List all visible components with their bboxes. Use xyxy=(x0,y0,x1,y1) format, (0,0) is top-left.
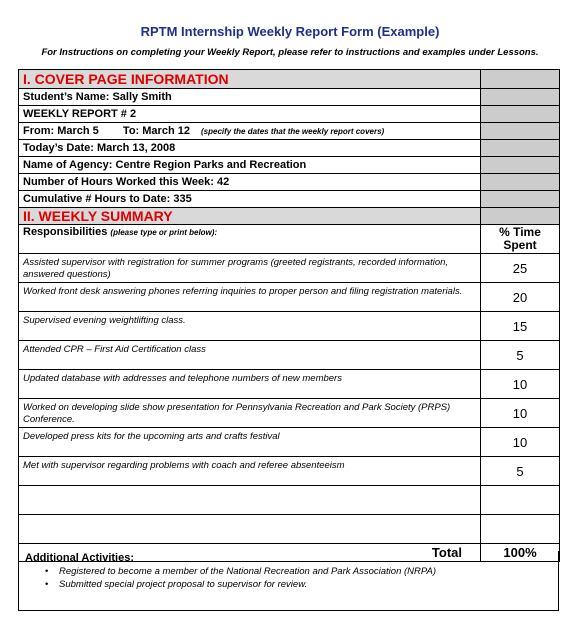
pct-value: 10 xyxy=(481,428,560,457)
cumulative-hours-field: Cumulative # Hours to Date: 335 xyxy=(19,191,481,208)
additional-activities-box xyxy=(18,551,559,611)
cover-section-heading: I. COVER PAGE INFORMATION xyxy=(19,70,481,89)
form-title: RPTM Internship Weekly Report Form (Example) xyxy=(140,24,440,39)
responsibility-item: Met with supervisor regarding problems with coach and referee absenteeism xyxy=(19,457,481,486)
responsibility-item: Worked on developing slide show presentation for Pennsylvania Recreation and Park Society (PRPS) Conference. xyxy=(19,399,481,428)
responsibility-item: Updated database with addresses and telephone numbers of new members xyxy=(19,370,481,399)
activity-text: Registered to become a member of the National Recreation and Park Association (NRPA) xyxy=(59,566,437,577)
weekly-report-number: WEEKLY REPORT # 2 xyxy=(19,106,481,123)
summary-heading-shaded-cell xyxy=(481,208,560,225)
bullet-icon: • xyxy=(45,566,49,577)
todays-date-field: Today’s Date: March 13, 2008 xyxy=(19,140,481,157)
pct-time-header: % Time Spent xyxy=(481,225,560,254)
empty-responsibility-row xyxy=(19,486,481,515)
pct-value: 5 xyxy=(481,457,560,486)
dates-note: (specify the dates that the weekly report covers) xyxy=(201,127,385,136)
responsibilities-label: Responsibilities xyxy=(23,226,108,238)
total-label: Total xyxy=(19,544,481,562)
responsibilities-header xyxy=(19,225,481,254)
hours-week-field: Number of Hours Worked this Week: 42 xyxy=(19,174,481,191)
list-item xyxy=(45,565,436,578)
additional-activities-label: Additional Activities: xyxy=(25,552,134,564)
total-value: 100% xyxy=(481,544,560,562)
pct-value: 5 xyxy=(481,341,560,370)
shaded-cell xyxy=(481,157,560,174)
pct-value: 25 xyxy=(481,254,560,283)
shaded-cell xyxy=(481,106,560,123)
report-form-table xyxy=(18,69,560,562)
responsibility-item: Supervised evening weightlifting class. xyxy=(19,312,481,341)
report-dates-row xyxy=(19,123,481,140)
bullet-icon: • xyxy=(45,579,49,590)
responsibility-item: Worked front desk answering phones referring inquiries to proper person and filing registration materials. xyxy=(19,283,481,312)
responsibility-item: Attended CPR – First Aid Certification class xyxy=(19,341,481,370)
to-date: To: March 12 xyxy=(122,125,190,137)
shaded-cell xyxy=(481,140,560,157)
pct-value: 10 xyxy=(481,399,560,428)
from-date: From: March 5 xyxy=(23,125,99,137)
shaded-cell xyxy=(481,123,560,140)
pct-value: 10 xyxy=(481,370,560,399)
shaded-cell xyxy=(481,191,560,208)
empty-pct-cell xyxy=(481,515,560,544)
summary-section-heading: II. WEEKLY SUMMARY xyxy=(19,208,481,225)
shaded-cell xyxy=(481,174,560,191)
cover-heading-shaded-cell xyxy=(481,70,560,89)
pct-value: 15 xyxy=(481,312,560,341)
responsibility-item: Developed press kits for the upcoming arts and crafts festival xyxy=(19,428,481,457)
instructions-text: For Instructions on completing your Weekly Report, please refer to instructions and examples under Lessons. xyxy=(41,47,539,58)
additional-activities-list xyxy=(45,565,436,591)
responsibilities-note: (please type or print below): xyxy=(110,228,218,237)
student-name-field: Student’s Name: Sally Smith xyxy=(19,89,481,106)
empty-pct-cell xyxy=(481,486,560,515)
pct-value: 20 xyxy=(481,283,560,312)
agency-name-field: Name of Agency: Centre Region Parks and Recreation xyxy=(19,157,481,174)
activity-text: Submitted special project proposal to supervisor for review. xyxy=(59,579,308,590)
shaded-cell xyxy=(481,89,560,106)
empty-responsibility-row xyxy=(19,515,481,544)
responsibility-item: Assisted supervisor with registration for summer programs (greeted registrants, recorded information, answered questions) xyxy=(19,254,481,283)
list-item xyxy=(45,578,436,591)
